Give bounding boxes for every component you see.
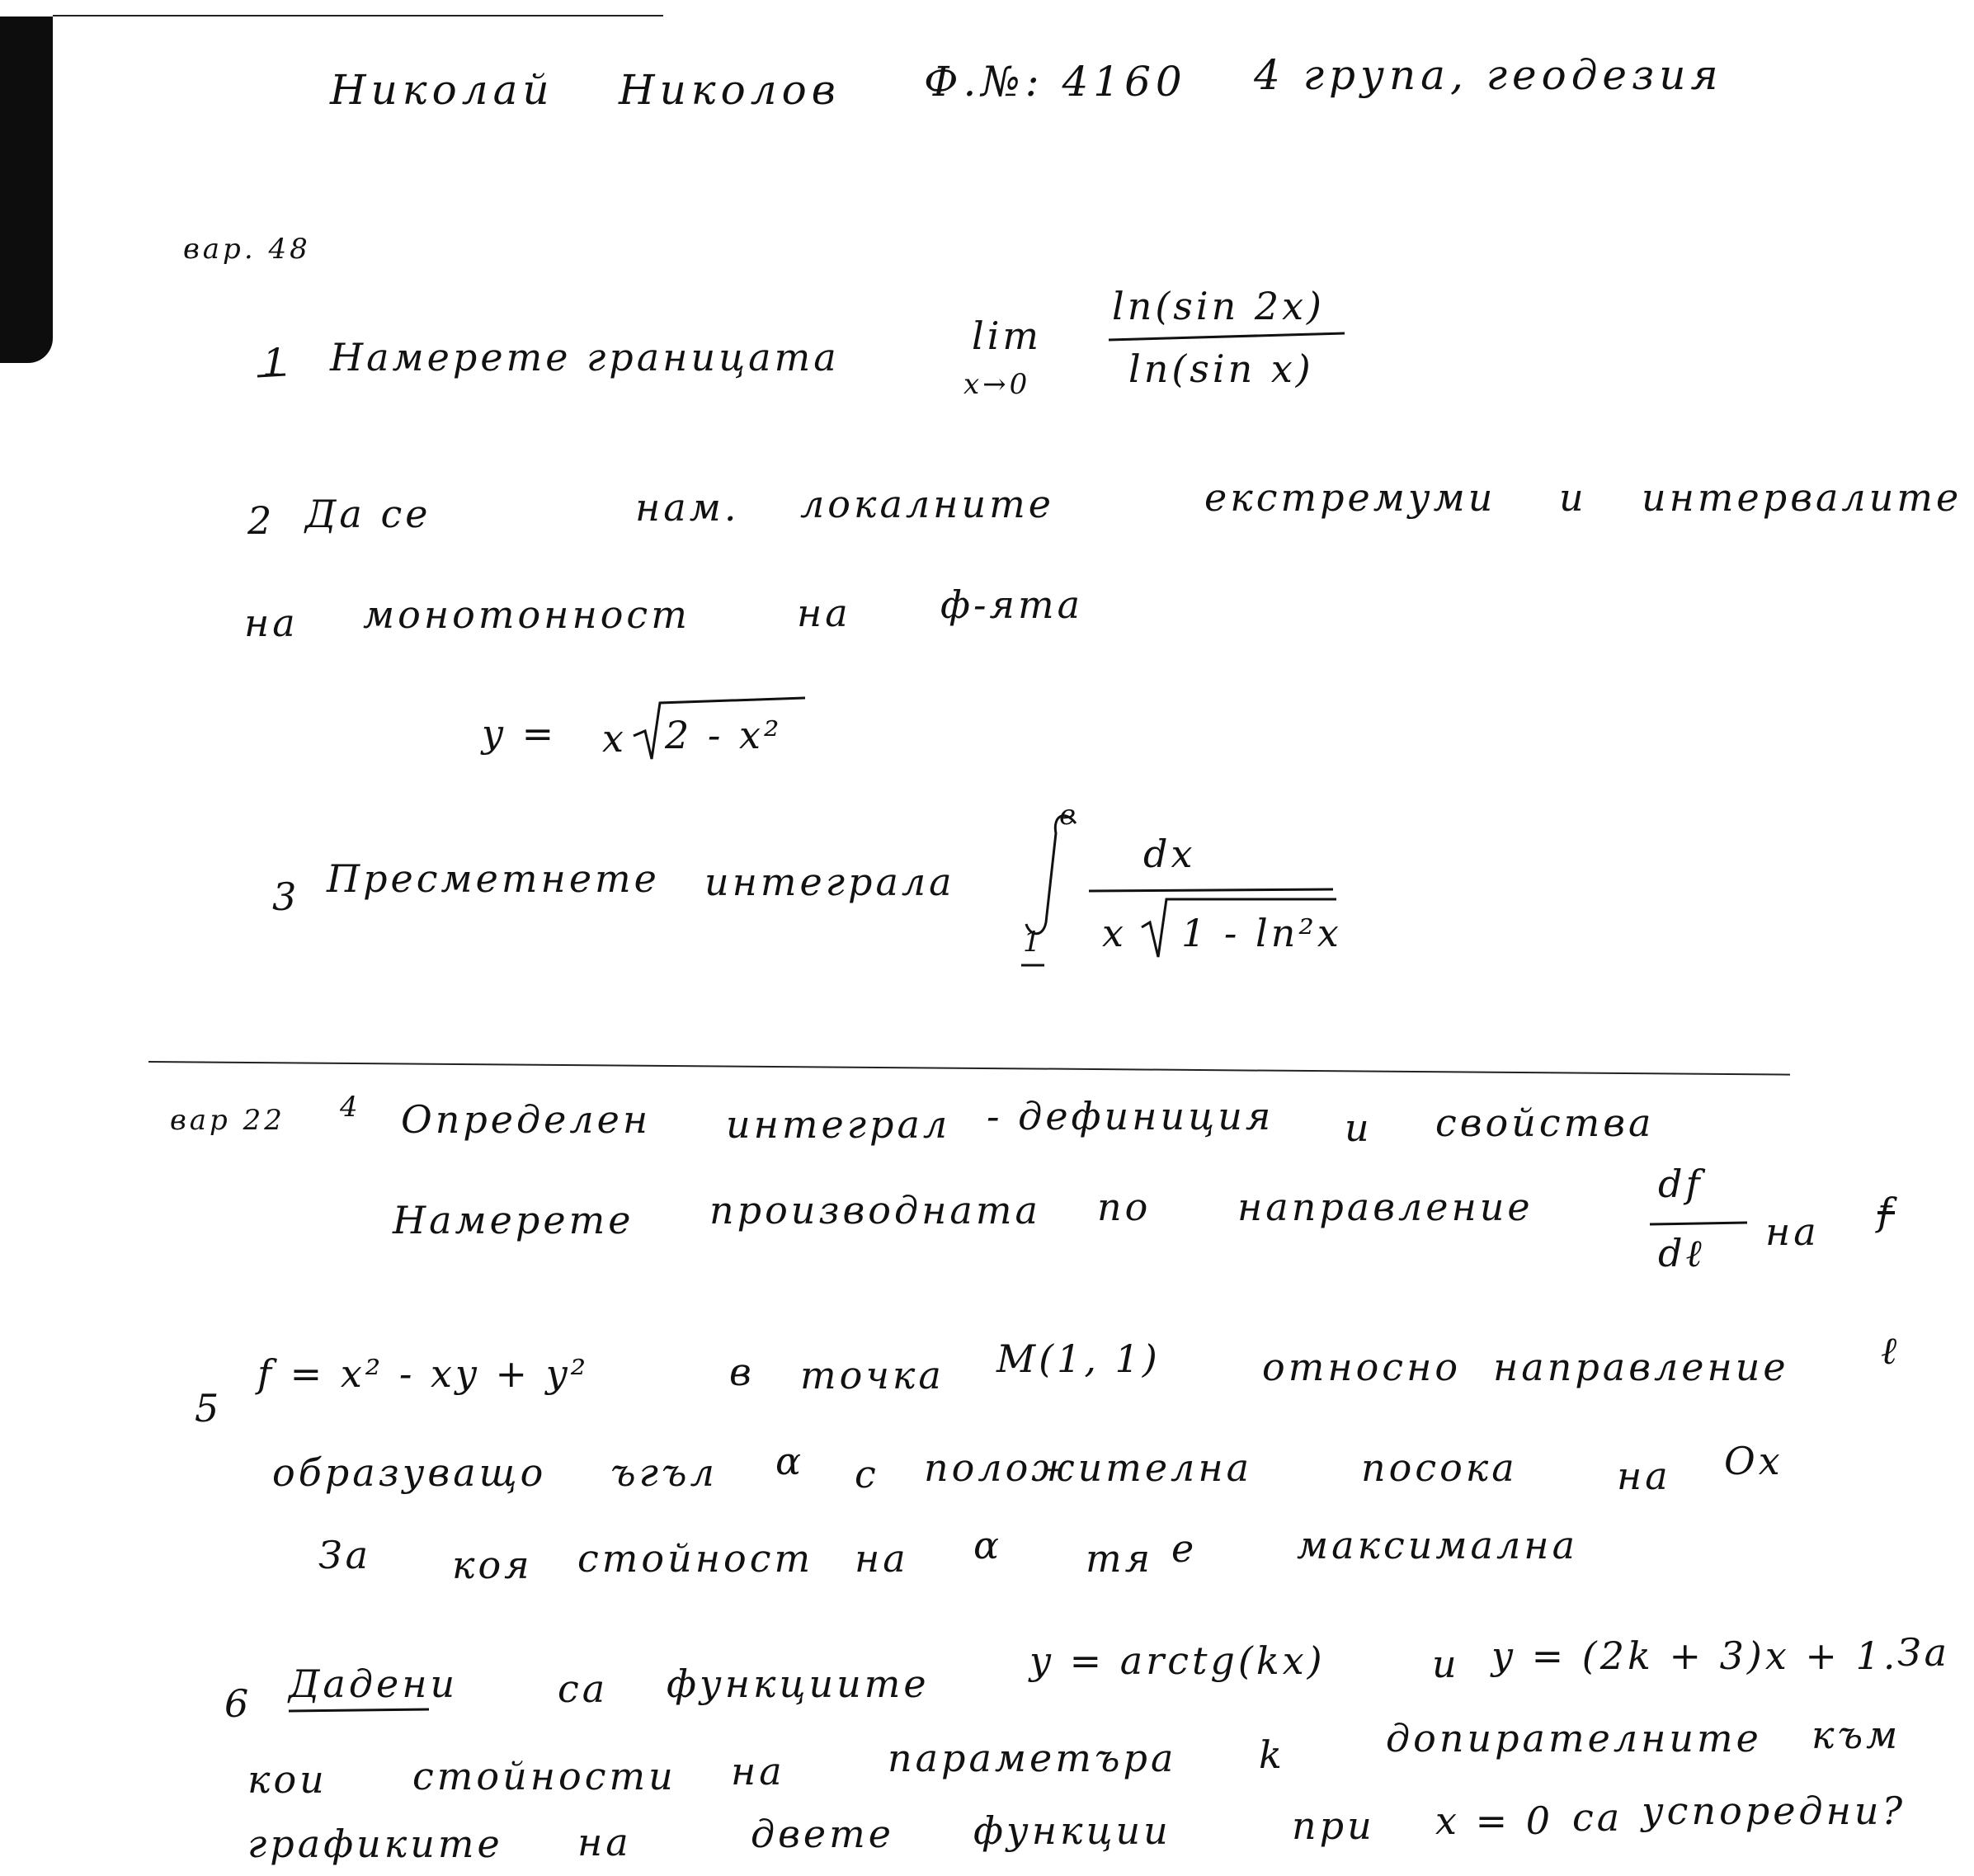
task-1-lim-sub: x→0 <box>963 368 1031 401</box>
group-label: 4 група, геодезия <box>1254 51 1723 99</box>
task-6-word-underline <box>289 1709 429 1711</box>
task-4-frac-den: dℓ <box>1658 1231 1705 1275</box>
variant-22: вар 22 <box>170 1104 285 1137</box>
task-6-word-5: и <box>1432 1642 1460 1686</box>
task-4-word-5: свойства <box>1435 1101 1655 1145</box>
task-4-word-1: Определен <box>401 1097 652 1142</box>
student-last-name: Николов <box>619 66 841 114</box>
task-2-formula-lhs: y = <box>482 711 558 756</box>
task-6-line2-word-5: k <box>1259 1732 1285 1777</box>
task-6-word-2: са <box>558 1666 609 1711</box>
task-1-text: Намерете границата <box>330 335 840 379</box>
task-5-line3-word-5: α <box>973 1523 1003 1567</box>
task-2-word-6: интервалите <box>1642 475 1962 520</box>
task-5-line3-word-4: на <box>855 1536 909 1581</box>
task-6-line3-word-1: графиките <box>247 1822 503 1866</box>
task-2-formula-radicand: 2 - x² <box>665 713 783 757</box>
task-6-line2-word-1: кои <box>247 1757 327 1802</box>
task-3-radical-sign <box>1142 899 1336 957</box>
task-2-formula-x: x <box>602 716 627 761</box>
task-2-word-4: екстремуми <box>1204 475 1496 520</box>
task-6-line2-word-3: на <box>731 1749 785 1794</box>
task-6-word-7: За <box>1897 1630 1951 1675</box>
task-6-line2-word-6: допирателните <box>1386 1716 1762 1761</box>
variant-48: вар. 48 <box>183 233 311 266</box>
task-6-word-4: y = arctg(kx) <box>1029 1638 1326 1683</box>
task-4-frac-num: df <box>1658 1162 1703 1206</box>
task-6-number: 6 <box>224 1681 252 1726</box>
task-6-line3-word-6: x = 0 <box>1435 1798 1553 1843</box>
task-6-line3-word-2: на <box>577 1820 632 1864</box>
task-6-line2-word-2: стойности <box>412 1754 676 1798</box>
task-4-line2-word-2: производната <box>709 1188 1041 1233</box>
task-2-word-10: ф-ята <box>940 582 1084 627</box>
task-1-denominator: ln(sin x) <box>1128 346 1314 391</box>
task-5-line3-word-3: стойност <box>577 1536 814 1581</box>
task-3-denominator-radicand: 1 - ln²x <box>1181 911 1342 955</box>
task-3-numerator: dx <box>1143 832 1196 876</box>
task-5-line2-word-8: Ox <box>1724 1439 1783 1483</box>
task-1-fraction-bar <box>1109 333 1345 340</box>
task-3-number: 3 <box>272 874 300 919</box>
task-2-word-9: на <box>797 591 851 635</box>
task-6-line3-word-5: при <box>1292 1803 1375 1848</box>
task-5-line3-word-8: максимална <box>1297 1523 1578 1567</box>
task-5-word-2: точка <box>800 1353 945 1398</box>
task-6-line3-word-3: двете <box>751 1812 894 1856</box>
task-6-line3-word-7: са <box>1572 1795 1623 1840</box>
task-4-word-4: и <box>1345 1105 1373 1150</box>
task-4-word-2: интеграл <box>726 1102 951 1147</box>
task-5-number: 5 <box>195 1386 223 1431</box>
task-4-line2-word-5: на <box>1765 1209 1820 1254</box>
task-5-word-1: в <box>729 1350 755 1394</box>
task-3-fraction-bar <box>1089 889 1333 891</box>
task-3-lower-limit: 1 <box>1023 926 1044 959</box>
task-6-word-6: y = (2k + 3)x + 1. <box>1491 1633 1899 1678</box>
task-3-denominator-x: x <box>1102 911 1127 955</box>
task-5-line2-word-3: α <box>775 1439 805 1483</box>
task-4-line2-word-1: Намерете <box>393 1198 634 1242</box>
task-4-fraction-bar <box>1650 1223 1747 1224</box>
task-5-line3-word-6: тя <box>1086 1536 1154 1581</box>
task-4-number: 4 <box>340 1091 361 1124</box>
faculty-number: Ф.№: 4160 <box>924 58 1187 106</box>
task-5-line2-word-2: ъгъл <box>610 1450 718 1495</box>
task-5-line3-word-1: За <box>318 1533 372 1577</box>
task-6-line2-word-4: параметъра <box>888 1736 1177 1780</box>
task-2-word-8: монотонност <box>363 592 690 637</box>
task-2-word-1: Да се <box>305 492 431 536</box>
task-5-word-6: ℓ <box>1881 1328 1901 1373</box>
task-3-word-2: интеграла <box>704 860 955 904</box>
task-5-line2-word-4: с <box>855 1452 879 1497</box>
task-6-line3-word-4: функции <box>973 1808 1171 1853</box>
task-2-word-7: на <box>244 601 299 645</box>
task-6-line2-word-7: към <box>1811 1713 1901 1757</box>
task-5-formula: f = x² - xy + y² <box>257 1351 590 1396</box>
task-3-upper-limit: e <box>1059 799 1080 832</box>
task-5-line3-word-2: коя <box>452 1543 533 1587</box>
task-1-number: 1 <box>262 340 290 384</box>
task-5-line2-word-6: посока <box>1361 1445 1518 1490</box>
student-first-name: Николай <box>330 66 554 114</box>
task-1-numerator: ln(sin 2x) <box>1112 284 1326 328</box>
task-1-lim: lim <box>972 313 1043 358</box>
task-4-line2-word-6: f <box>1877 1190 1896 1234</box>
task-1-number-underline <box>257 375 285 376</box>
task-5-word-3: M(1, 1) <box>996 1336 1161 1381</box>
task-6-word-3: функциите <box>667 1662 930 1706</box>
task-5-word-5: направление <box>1493 1345 1789 1389</box>
task-5-line3-word-7: е <box>1171 1526 1198 1571</box>
task-4-line2-word-4: направление <box>1237 1185 1534 1229</box>
task-4-line2-word-3: по <box>1097 1185 1152 1229</box>
task-2-word-3: локалните <box>800 482 1054 526</box>
task-5-line2-word-7: на <box>1617 1454 1671 1498</box>
task-2-word-5: и <box>1559 475 1587 520</box>
task-6-word-1: Дадени <box>289 1662 459 1706</box>
task-3-word-1: Пресметнете <box>327 856 660 901</box>
task-2-word-2: нам. <box>635 485 740 530</box>
task-6-line3-word-8: успоредни? <box>1642 1789 1906 1833</box>
task-2-radical-sign <box>634 698 805 759</box>
task-2-number: 2 <box>247 498 276 543</box>
task-5-line2-word-1: образуващо <box>272 1450 547 1495</box>
task-3-integral-sign <box>1026 816 1076 934</box>
task-5-line2-word-5: положителна <box>924 1445 1253 1490</box>
task-4-word-3: - дефиниция <box>987 1094 1274 1138</box>
task-5-word-4: относно <box>1262 1345 1462 1389</box>
